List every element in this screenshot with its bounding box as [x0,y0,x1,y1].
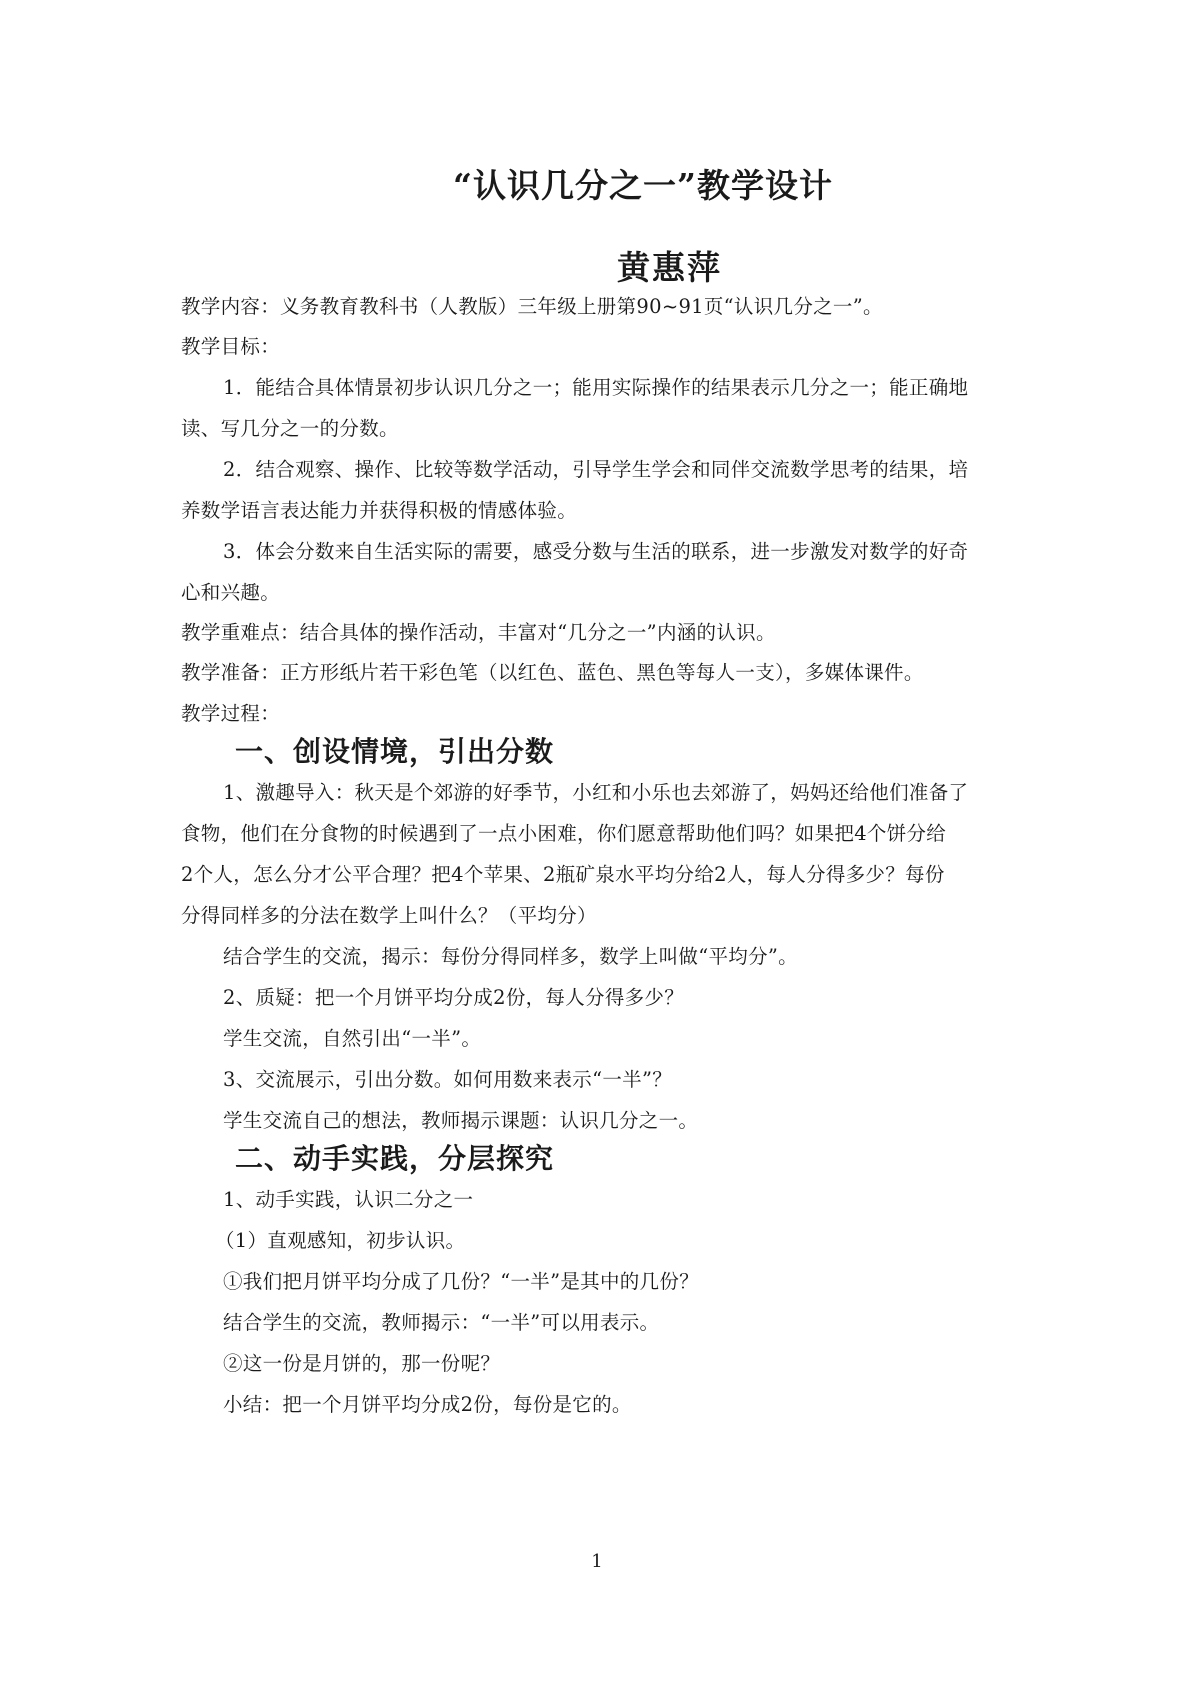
section1-show: 3、交流展示，引出分数。如何用数来表示“一半”？ [223,1068,673,1091]
section1-paragraph-line-4: 分得同样多的分法在数学上叫什么？（平均分） [181,904,597,927]
section1-paragraph-line-2: 食物，他们在分食物的时候遇到了一点小困难，你们愿意帮助他们吗？如果把4个饼分给 [181,822,947,845]
page-number: 1 [591,1551,603,1572]
goal-2-line-2: 养数学语言表达能力并获得积极的情感体验。 [181,499,578,522]
section1-paragraph-line-1: 1、激趣导入：秋天是个郊游的好季节，小红和小乐也去郊游了，妈妈还给他们准备了 [223,781,969,804]
section2-line-6: 小结：把一个月饼平均分成2份，每份是它的。 [223,1393,632,1416]
goal-3-line-2: 心和兴趣。 [181,581,281,604]
goal-1-line-1: 1．能结合具体情景初步认识几分之一；能用实际操作的结果表示几分之一；能正确地 [223,376,969,399]
teaching-goals-label: 教学目标： [181,335,281,358]
section2-line-4: 结合学生的交流，教师揭示：“一半”可以用表示。 [223,1311,660,1334]
section1-question: 2、质疑：把一个月饼平均分成2份，每人分得多少？ [223,986,685,1009]
section1-topic: 学生交流自己的想法，教师揭示课题：认识几分之一。 [223,1109,699,1132]
goal-2-line-1: 2．结合观察、操作、比较等数学活动，引导学生学会和同伴交流数学思考的结果，培 [223,458,969,481]
section2-line-5: ②这一份是月饼的，那一份呢？ [223,1352,501,1375]
teaching-process-label: 教学过程： [181,702,281,725]
teaching-preparation: 教学准备：正方形纸片若干彩色笔（以红色、蓝色、黑色等每人一支），多媒体课件。 [181,661,924,684]
teaching-content: 教学内容：义务教育教科书（人教版）三年级上册第90~91页“认识几分之一”。 [181,295,883,318]
section1-half: 学生交流，自然引出“一半”。 [223,1027,482,1050]
section2-line-1: 1、动手实践，认识二分之一 [223,1188,474,1211]
section1-reveal: 结合学生的交流，揭示：每份分得同样多，数学上叫做“平均分”。 [223,945,798,968]
goal-1-line-2: 读、写几分之一的分数。 [181,417,399,440]
goal-3-line-1: 3．体会分数来自生活实际的需要，感受分数与生活的联系，进一步激发对数学的好奇 [223,540,969,563]
key-difficulty: 教学重难点：结合具体的操作活动，丰富对“几分之一”内涵的认识。 [181,621,776,644]
document-author: 黄惠萍 [617,248,722,287]
document-title: “认识几分之一”教学设计 [453,166,833,205]
section2-line-3: ①我们把月饼平均分成了几份？“一半”是其中的几份？ [223,1270,699,1293]
section-heading-2: 二、动手实践，分层探究 [235,1142,555,1175]
section1-paragraph-line-3: 2个人，怎么分才公平合理？把4个苹果、2瓶矿泉水平均分给2人，每人分得多少？每份 [181,863,945,886]
section2-line-2: （1）直观感知，初步认识。 [215,1229,466,1252]
section-heading-1: 一、创设情境，引出分数 [235,735,555,768]
